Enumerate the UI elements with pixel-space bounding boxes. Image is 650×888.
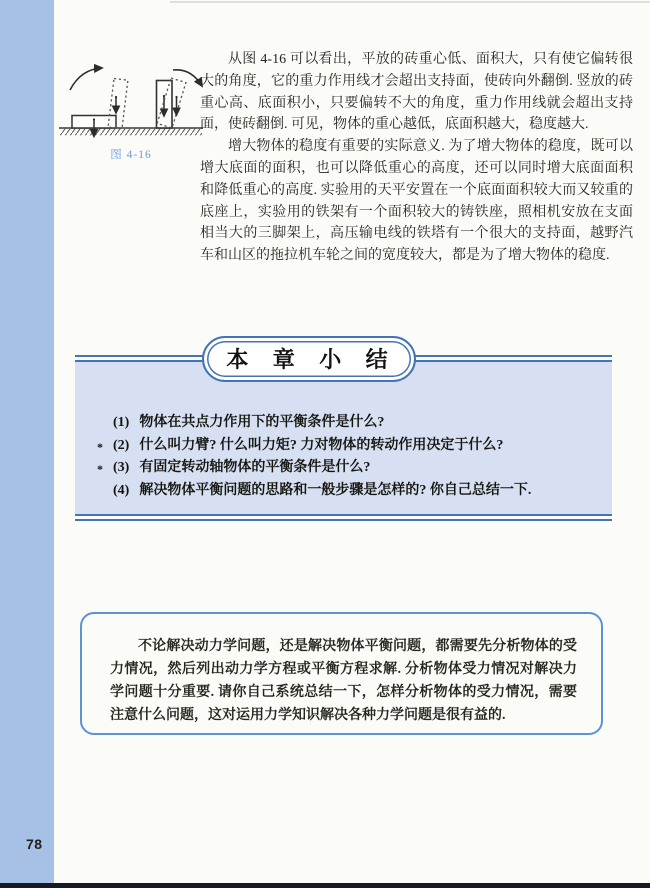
body-paragraph: 从图 4-16 可以看出，平放的砖重心低、面积大，只有使它偏转很大的角度，它的重力作用线才会超出支持面，使砖向外翻倒. 竖放的砖重心高、底面积小，只要偏转不大的角度，重力作用线就会超出支持面，使砖翻倒. 可见，物体的重心越低，底面积越大，稳度越大. (200, 52, 633, 133)
summary-question (97, 457, 598, 480)
body-paragraph: 增大物体的稳度有重要的实际意义. 为了增大物体的稳度，既可以增大底面的面积，也可以降低重心的高度，还可以同时增大底面面积和降低重心的高度. 实验用的天平安置在一个底面面积较大而又较重的底座上，实验用的铁架有一个面积较大的铸铁座，照相机安放在支面相当大的三脚架上，高压输电线的铁塔有一个很大的支持面，越野汽车和山区的拖拉机车轮之间的宽度较大，都是为了增大物体的稳度. (200, 139, 633, 264)
body-text-column (200, 49, 633, 267)
figure-4-16 (57, 56, 205, 149)
question-star-marker: * (97, 439, 103, 454)
summary-question (111, 480, 598, 503)
scan-edge-artifact (170, 1, 650, 3)
summary-question (111, 412, 598, 435)
spine-strip (0, 0, 54, 888)
summary-question (97, 435, 598, 458)
summary-bottom-rule (75, 514, 612, 521)
chapter-summary-section (75, 346, 612, 521)
question-number: (4) (113, 482, 130, 498)
question-number: (2) (113, 437, 130, 453)
summary-body (75, 362, 612, 514)
figure-caption: 图 4-16 (110, 149, 152, 161)
question-text: 解决物体平衡问题的思路和一般步骤是怎样的? 你自己总结一下. (139, 482, 532, 498)
page-number: 78 (26, 836, 43, 852)
question-number: (1) (113, 415, 130, 430)
question-number: (3) (113, 460, 130, 475)
advice-text: 不论解决动力学问题，还是解决物体平衡问题，都需要先分析物体的受力情况，然后列出动力学方程或平衡方程求解. 分析物体受力情况对解决力学问题十分重要. 请你自己系统总结一下，怎样分析物体的受力情况，需要注意什么问题，这对运用力学知识解决各种力学问题是很有益的. (110, 639, 577, 723)
scan-bottom-edge (0, 883, 650, 888)
summary-title: 本 章 小 结 (226, 346, 392, 372)
question-text: 有固定转动轴物体的平衡条件是什么? (139, 460, 371, 475)
summary-title-capsule (202, 336, 416, 382)
question-star-marker: * (97, 462, 103, 476)
advice-note-box (80, 612, 603, 735)
brick-stability-diagram-icon (57, 56, 205, 144)
question-text: 什么叫力臂? 什么叫力矩? 力对物体的转动作用决定于什么? (139, 437, 504, 453)
question-text: 物体在共点力作用下的平衡条件是什么? (139, 415, 385, 430)
